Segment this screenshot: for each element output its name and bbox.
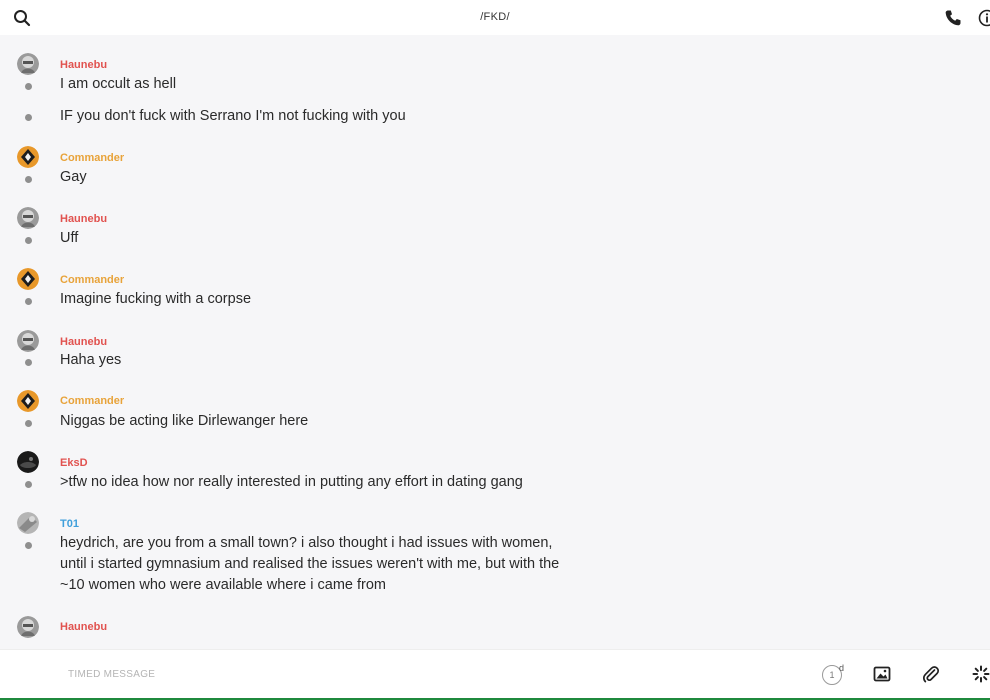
avatar-eksd[interactable] bbox=[17, 451, 39, 473]
message-status-dot bbox=[25, 420, 32, 427]
message-status-dot bbox=[25, 114, 32, 121]
message-author[interactable]: Commander bbox=[60, 274, 125, 286]
message-author[interactable]: Commander bbox=[60, 152, 125, 164]
message-text: Uff bbox=[60, 230, 79, 246]
message-text: Gay bbox=[60, 169, 87, 185]
avatar-commander[interactable] bbox=[17, 146, 39, 168]
message-author[interactable]: Haunebu bbox=[60, 213, 108, 225]
message-text: Imagine fucking with a corpse bbox=[60, 291, 252, 307]
phone-icon[interactable] bbox=[944, 9, 962, 27]
message-text: Niggas be acting like Dirlewanger here bbox=[60, 413, 309, 429]
message-status-dot bbox=[25, 176, 32, 183]
image-icon[interactable] bbox=[873, 665, 891, 683]
conversation-header bbox=[0, 0, 990, 35]
avatar-commander[interactable] bbox=[17, 390, 39, 412]
message-composer bbox=[0, 649, 990, 698]
message-text: until i started gymnasium and realised the issues weren't with me, but with the bbox=[60, 556, 560, 572]
avatar-haunebu[interactable] bbox=[17, 53, 39, 75]
message-text: ~10 women who were available where i came from bbox=[60, 577, 387, 593]
avatar-haunebu[interactable] bbox=[17, 330, 39, 352]
timer-unit: d bbox=[839, 663, 845, 673]
message-list[interactable] bbox=[0, 35, 990, 649]
message-author[interactable]: T01 bbox=[60, 518, 79, 530]
avatar-t01[interactable] bbox=[17, 512, 39, 534]
message-author[interactable]: EksD bbox=[60, 457, 88, 469]
avatar-haunebu[interactable] bbox=[17, 207, 39, 229]
message-status-dot bbox=[25, 237, 32, 244]
sparkle-icon[interactable] bbox=[972, 665, 990, 683]
message-text: Haha yes bbox=[60, 352, 122, 368]
message-text: I am occult as hell bbox=[60, 76, 177, 92]
conversation-title: /FKD/ bbox=[480, 11, 510, 23]
message-status-dot bbox=[25, 542, 32, 549]
message-text: >tfw no idea how nor really interested in putting any effort in dating gang bbox=[60, 474, 523, 490]
message-status-dot bbox=[25, 359, 32, 366]
message-author[interactable]: Haunebu bbox=[60, 59, 108, 71]
message-status-dot bbox=[25, 298, 32, 305]
message-author[interactable]: Commander bbox=[60, 395, 125, 407]
avatar-haunebu[interactable] bbox=[17, 616, 39, 638]
info-icon[interactable] bbox=[978, 9, 990, 27]
message-author[interactable]: Haunebu bbox=[60, 336, 108, 348]
message-status-dot bbox=[25, 83, 32, 90]
disappearing-timer-button[interactable]: 1 bbox=[822, 665, 842, 685]
message-text: IF you don't fuck with Serrano I'm not fucking with you bbox=[60, 108, 406, 124]
message-input[interactable]: TIMED MESSAGE bbox=[68, 669, 156, 680]
paperclip-icon[interactable] bbox=[922, 665, 940, 683]
message-text: heydrich, are you from a small town? i also thought i had issues with women, bbox=[60, 535, 553, 551]
avatar-commander[interactable] bbox=[17, 268, 39, 290]
message-status-dot bbox=[25, 481, 32, 488]
message-author[interactable]: Haunebu bbox=[60, 621, 108, 633]
